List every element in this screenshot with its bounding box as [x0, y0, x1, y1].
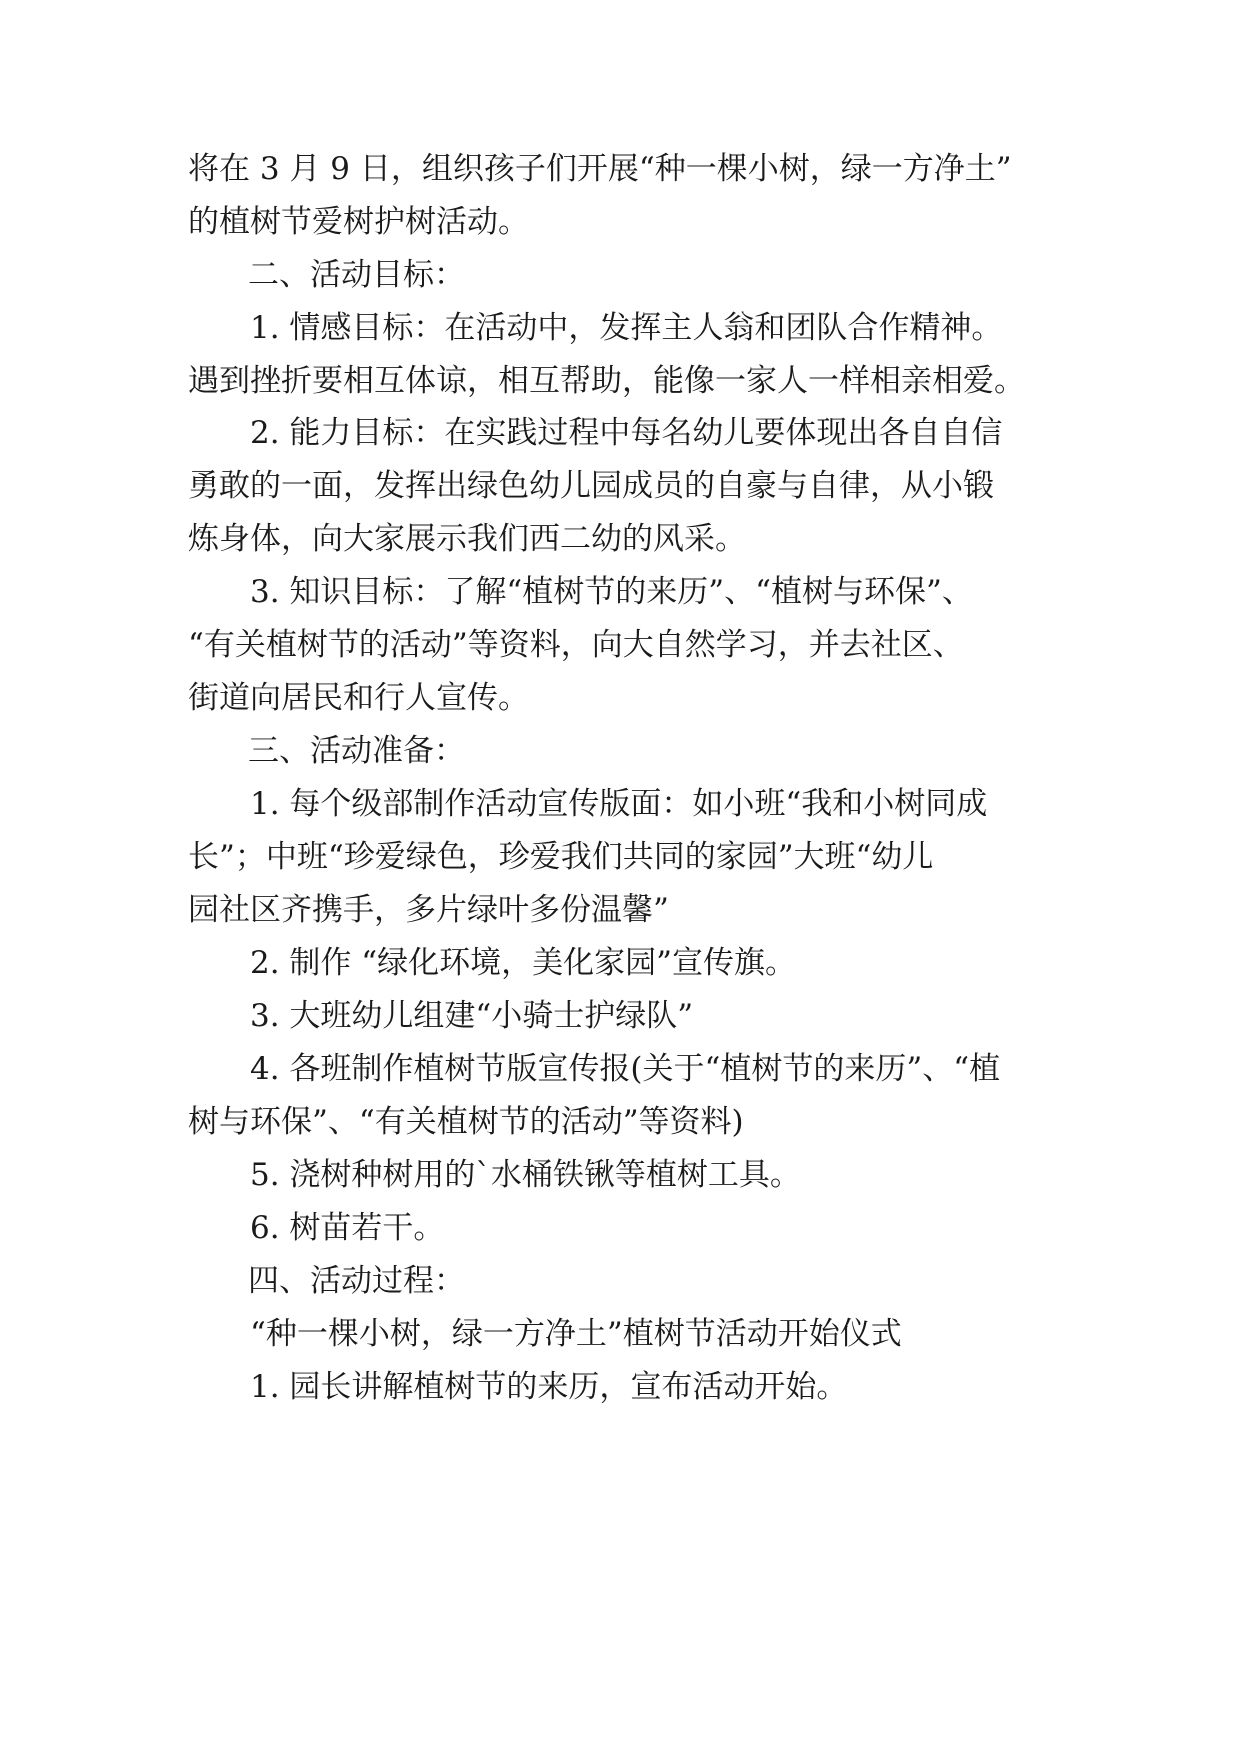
text-line: 园社区齐携手，多片绿叶多份温馨” [188, 892, 669, 928]
text-line: 4. 各班制作植树节版宣传报(关于“植树节的来历”、“植 [250, 1051, 1001, 1087]
text-line: 2. 制作 “绿化环境，美化家园”宣传旗。 [250, 945, 796, 981]
text-line: 2. 能力目标：在实践过程中每名幼儿要体现出各自自信 [250, 415, 1003, 451]
text-line: 将在 3 月 9 日，组织孩子们开展“种一棵小树，绿一方净土” [188, 151, 1012, 187]
text-line: 街道向居民和行人宣传。 [188, 680, 529, 716]
text-line: 1. 园长讲解植树节的来历，宣布活动开始。 [250, 1369, 848, 1405]
text-line: 1. 每个级部制作活动宣传版面：如小班“我和小树同成 [250, 786, 988, 822]
text-line: 1. 情感目标：在活动中，发挥主人翁和团队合作精神。 [250, 310, 1003, 346]
text-line: 5. 浇树种树用的`水桶铁锹等植树工具。 [250, 1157, 801, 1193]
text-line: 树与环保”、“有关植树节的活动”等资料) [188, 1104, 744, 1140]
text-line: 的植树节爱树护树活动。 [188, 204, 529, 240]
text-line: 6. 树苗若干。 [250, 1210, 445, 1246]
document-body [190, 0, 1070, 1754]
section-heading: 二、活动目标： [248, 257, 465, 293]
text-line: 遇到挫折要相互体谅，相互帮助，能像一家人一样相亲相爱。 [188, 363, 1025, 399]
text-line: “种一棵小树，绿一方净土”植树节活动开始仪式 [250, 1316, 902, 1352]
text-line: “有关植树节的活动”等资料，向大自然学习，并去社区、 [188, 627, 964, 663]
text-line: 3. 知识目标：了解“植树节的来历”、“植树与环保”、 [250, 574, 973, 610]
text-line: 炼身体，向大家展示我们西二幼的风采。 [188, 521, 746, 557]
section-heading: 四、活动过程： [248, 1263, 465, 1299]
text-line: 勇敢的一面，发挥出绿色幼儿园成员的自豪与自律，从小锻 [188, 468, 994, 504]
text-line: 长”；中班“珍爱绿色，珍爱我们共同的家园”大班“幼儿 [188, 839, 934, 875]
text-line: 3. 大班幼儿组建“小骑士护绿队” [250, 998, 694, 1034]
section-heading: 三、活动准备： [248, 733, 465, 769]
